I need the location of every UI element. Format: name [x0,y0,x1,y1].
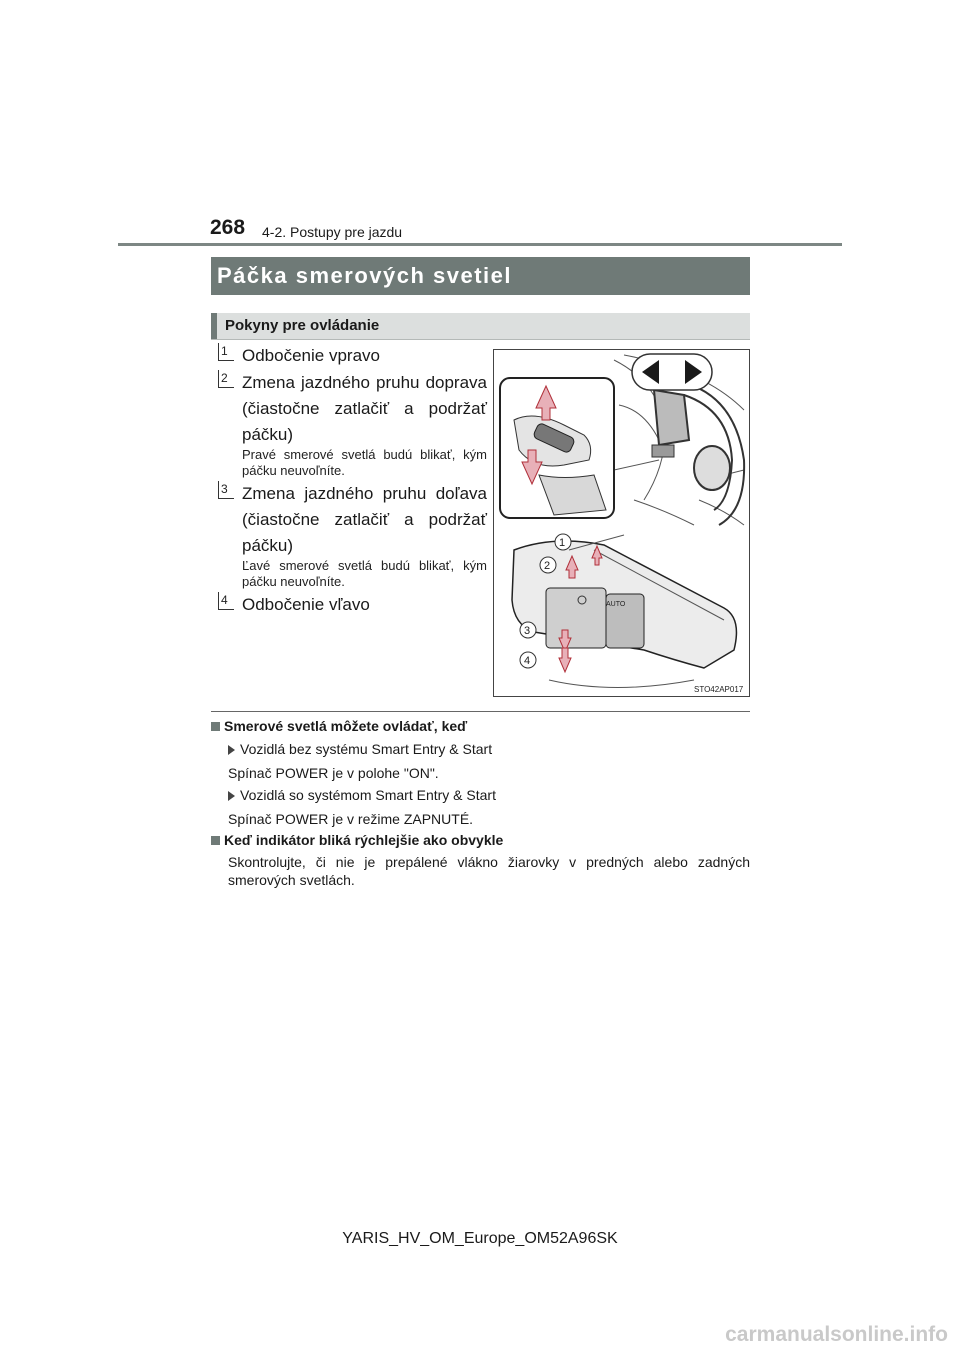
subtitle: Pokyny pre ovládanie [225,317,380,334]
section-divider [211,711,750,712]
step-number-1: 1 [218,343,234,361]
callout-1: 1 [559,537,566,549]
watermark: carmanualsonline.info [725,1323,948,1346]
triangle-bullet-icon [228,745,235,755]
paragraph-1: Spínač POWER je v polohe "ON". [228,765,439,781]
page-title: Páčka smerových svetiel [217,263,513,288]
subtitle-accent [211,313,217,339]
section-heading-1: Smerové svetlá môžete ovládať, keď [211,718,467,734]
turn-direction-arrows-icon [632,354,712,390]
document-footer: YARIS_HV_OM_Europe_OM52A96SK [342,1230,618,1247]
switch-auto-label: AUTO [606,601,626,608]
page-number: 268 [210,216,246,239]
subtitle-bar [211,313,750,340]
paragraph-2: Spínač POWER je v režime ZAPNUTÉ. [228,811,474,827]
step-text-3: Zmena jazdného pruhu doľava (čiastočne zatlačiť a podržať páčku) [242,484,487,555]
lever-stub-icon [652,445,674,457]
bullet-item-1: Vozidlá bez systému Smart Entry & Start [228,740,492,758]
header-divider [118,243,842,246]
triangle-bullet-icon [228,791,235,801]
section-breadcrumb: 4-2. Postupy pre jazdu [262,224,403,240]
arrow-down-4-icon [559,648,571,672]
bullet-item-2: Vozidlá so systémom Smart Entry & Start [228,786,496,804]
turn-signal-lever-illustration [493,349,750,697]
step-text-4: Odbočenie vľavo [242,595,370,614]
step-text-2: Zmena jazdného pruhu doprava (čiastočne zatlačiť a podržať páčku) [242,373,487,444]
step-note-3: Ľavé smerové svetlá budú blikať, kým páčku neuvoľníte. [242,558,487,589]
callout-3: 3 [524,625,531,637]
illustration-drawing [494,350,749,696]
step-number-4: 4 [218,592,234,610]
callout-4: 4 [524,655,531,667]
hand-on-lever-inset-icon [500,378,614,518]
step-number-3: 3 [218,481,234,499]
square-bullet-icon [211,836,220,845]
step-note-2: Pravé smerové svetlá budú blikať, kým páčku neuvoľníte. [242,447,487,478]
callout-2: 2 [544,560,551,572]
illustration-code: STO42AP017 [694,685,744,694]
section-heading-2: Keď indikátor bliká rýchlejšie ako obvykle [211,832,503,848]
step-number-2: 2 [218,370,234,388]
step-text-1: Odbočenie vpravo [242,346,380,365]
paragraph-3: Skontrolujte, či nie je prepálené vlákno žiarovky v predných alebo zadných smerových svetlách. [228,854,750,888]
page-title-bar [211,257,750,295]
square-bullet-icon [211,722,220,731]
